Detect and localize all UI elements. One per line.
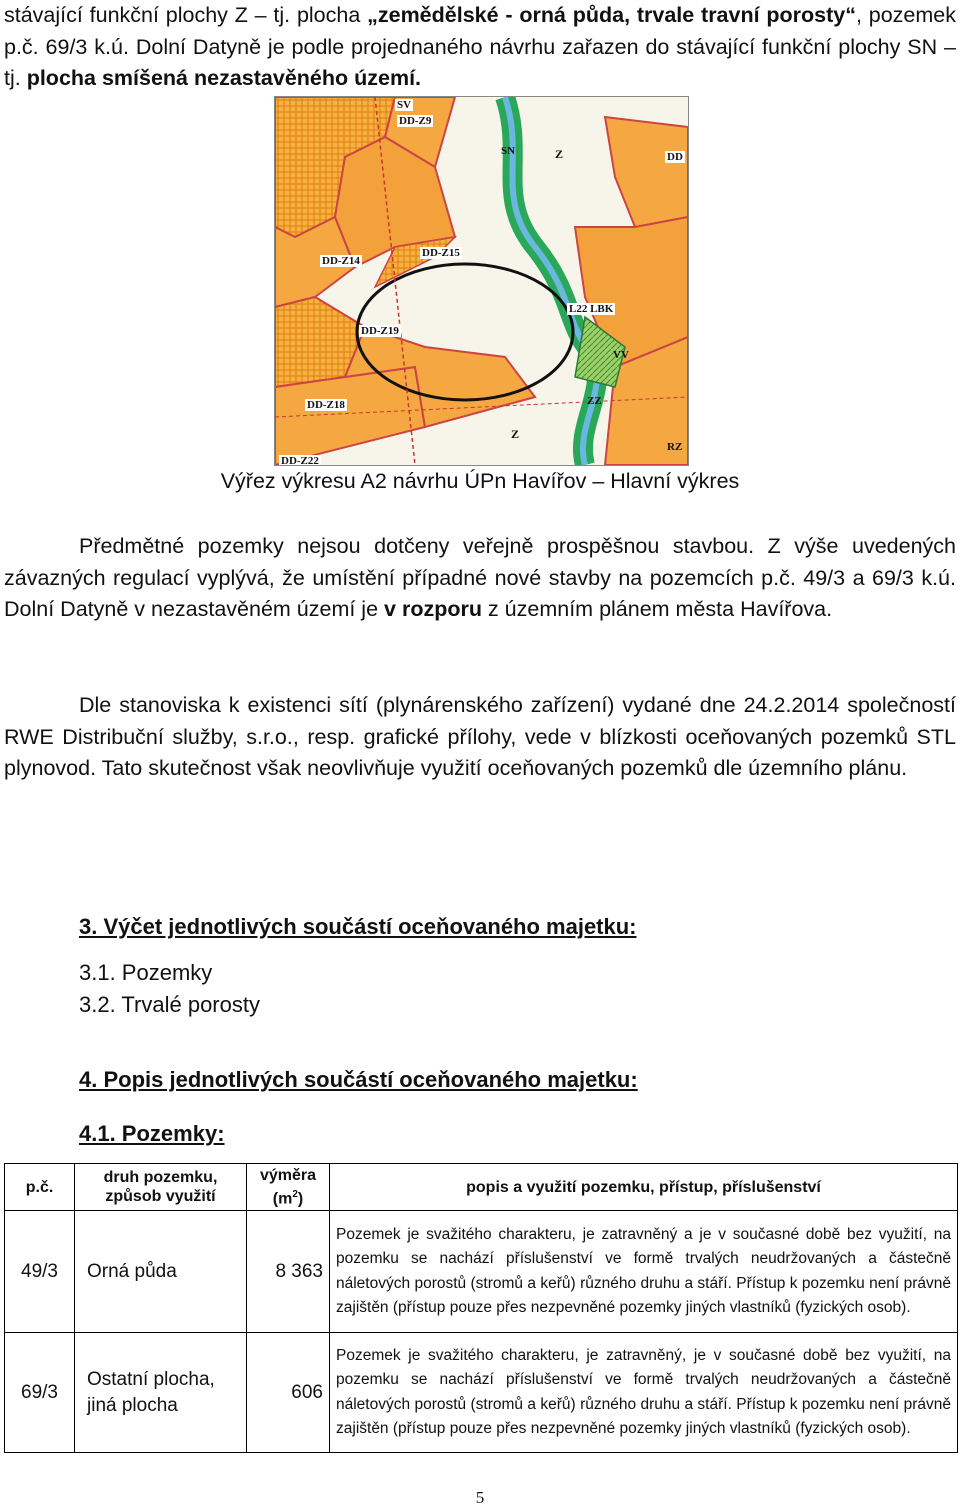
section-3-heading: 3. Výčet jednotlivých součástí oceňovaného majetku: xyxy=(79,914,637,939)
table-header-row xyxy=(5,1164,958,1211)
row-2-pc: 69/3 xyxy=(5,1333,75,1453)
header-vymera-sup: 2 xyxy=(292,1188,298,1200)
map-label-sn: SN xyxy=(501,145,516,157)
page-number: 5 xyxy=(475,1488,485,1507)
paragraph-regulation xyxy=(4,531,956,626)
table-row xyxy=(5,1211,958,1333)
header-vymera xyxy=(247,1164,330,1211)
section-4-heading: 4. Popis jednotlivých součástí oceňovaného majetku: xyxy=(79,1067,638,1092)
map-label-ddz9: DD-Z9 xyxy=(399,115,432,127)
map-label-l22: L22 LBK xyxy=(569,303,614,315)
map-label-ddz15: DD-Z15 xyxy=(422,247,460,259)
row-1-druh: Orná půda xyxy=(75,1211,247,1333)
intro-bold-1: „zemědělské - orná půda, trvale travní porosty“ xyxy=(367,3,856,27)
header-druh: druh pozemku, způsob využití xyxy=(75,1164,247,1211)
intro-text-2: , pozemek p.č. 69/3 k.ú. Dolní Datyně je podle projednaného návrhu zařazen do stávající funkční plochy SN – tj. xyxy=(4,3,956,90)
intro-paragraph xyxy=(4,0,956,95)
section-4-1-heading: 4.1. Pozemky: xyxy=(79,1121,225,1146)
map-label-sv: SV xyxy=(397,99,412,111)
intro-bold-2: plocha smíšená nezastavěného území. xyxy=(26,66,422,90)
row-2-vymera: 606 xyxy=(247,1333,330,1453)
row-2-druh: Ostatní plocha, jiná plocha xyxy=(75,1333,247,1453)
row-1-vymera: 8 363 xyxy=(247,1211,330,1333)
regulation-text-2: z územním plánem města Havířova. xyxy=(481,597,833,621)
map-label-z: Z xyxy=(555,147,564,161)
map-label-ddz19: DD-Z19 xyxy=(361,325,399,337)
section-3-item-1: 3.1. Pozemky xyxy=(79,960,213,985)
map-excerpt xyxy=(274,96,689,466)
row-1-pc: 49/3 xyxy=(5,1211,75,1333)
paragraph-gas-network: Dle stanoviska k existenci sítí (plynárenského zařízení) vydané dne 24.2.2014 společností RWE Distribuční služby, s.r.o., resp. grafické přílohy, vede v blízkosti oceňovaných pozemků STL plynovod. Tato skutečnost však neovlivňuje využití oceňovaných pozemků dle územního plánu. xyxy=(4,693,956,780)
header-popis: popis a využití pozemku, přístup, příslušenství xyxy=(330,1164,958,1211)
map-label-dd: DD xyxy=(667,151,683,163)
intro-text-1: stávající funkční plochy Z – tj. plocha xyxy=(4,3,368,27)
regulation-bold: v rozporu xyxy=(384,597,482,621)
header-vymera-close: ) xyxy=(297,1190,304,1208)
map-label-ddz14: DD-Z14 xyxy=(322,255,360,267)
map-label-rz: RZ xyxy=(667,441,683,453)
map-label-z2: Z xyxy=(511,427,520,441)
header-vymera-unit: (m xyxy=(272,1190,293,1208)
header-pc: p.č. xyxy=(5,1164,75,1211)
map-label-vv: VV xyxy=(613,349,629,361)
map-label-ddz18: DD-Z18 xyxy=(307,399,345,411)
parcels-table xyxy=(4,1163,958,1453)
map-caption: Výřez výkresu A2 návrhu ÚPn Havířov – Hlavní výkres xyxy=(220,469,740,493)
row-2-popis: Pozemek je svažitého charakteru, je zatravněný, je v současné době bez využití, na pozemku se nachází příslušenství ve formě trvalých neudržovaných a částečně náletových porostů (stromů a keřů) různého druhu a stáří. Přístup k pozemku není právně zajištěn (přístup pouze přes nezpevněné pozemky jiných vlastníků (fyzických osob). xyxy=(330,1333,958,1453)
regulation-text-1: Předmětné pozemky nejsou dotčeny veřejně prospěšnou stavbou. Z výše uvedených závazných regulací vyplývá, že umístění případné nové stavby na pozemcích p.č. 49/3 a 69/3 k.ú. Dolní Datyně v nezastavěném území je xyxy=(4,534,956,621)
row-1-popis: Pozemek je svažitého charakteru, je zatravněný a je v současné době bez využití, na pozemku se nachází příslušenství ve formě trvalých neudržovaných a částečně náletových porostů (stromů a keřů) různého druhu a stáří. Přístup k pozemku není právně zajištěn (přístup pouze přes nezpevněné pozemky jiných vlastníků (fyzických osob). xyxy=(330,1211,958,1333)
table-row xyxy=(5,1333,958,1453)
section-3-item-2: 3.2. Trvalé porosty xyxy=(79,992,260,1017)
header-vymera-label: výměra xyxy=(259,1166,317,1184)
map-label-ddz22: DD-Z22 xyxy=(281,455,319,466)
map-label-zz: ZZ xyxy=(587,395,602,407)
